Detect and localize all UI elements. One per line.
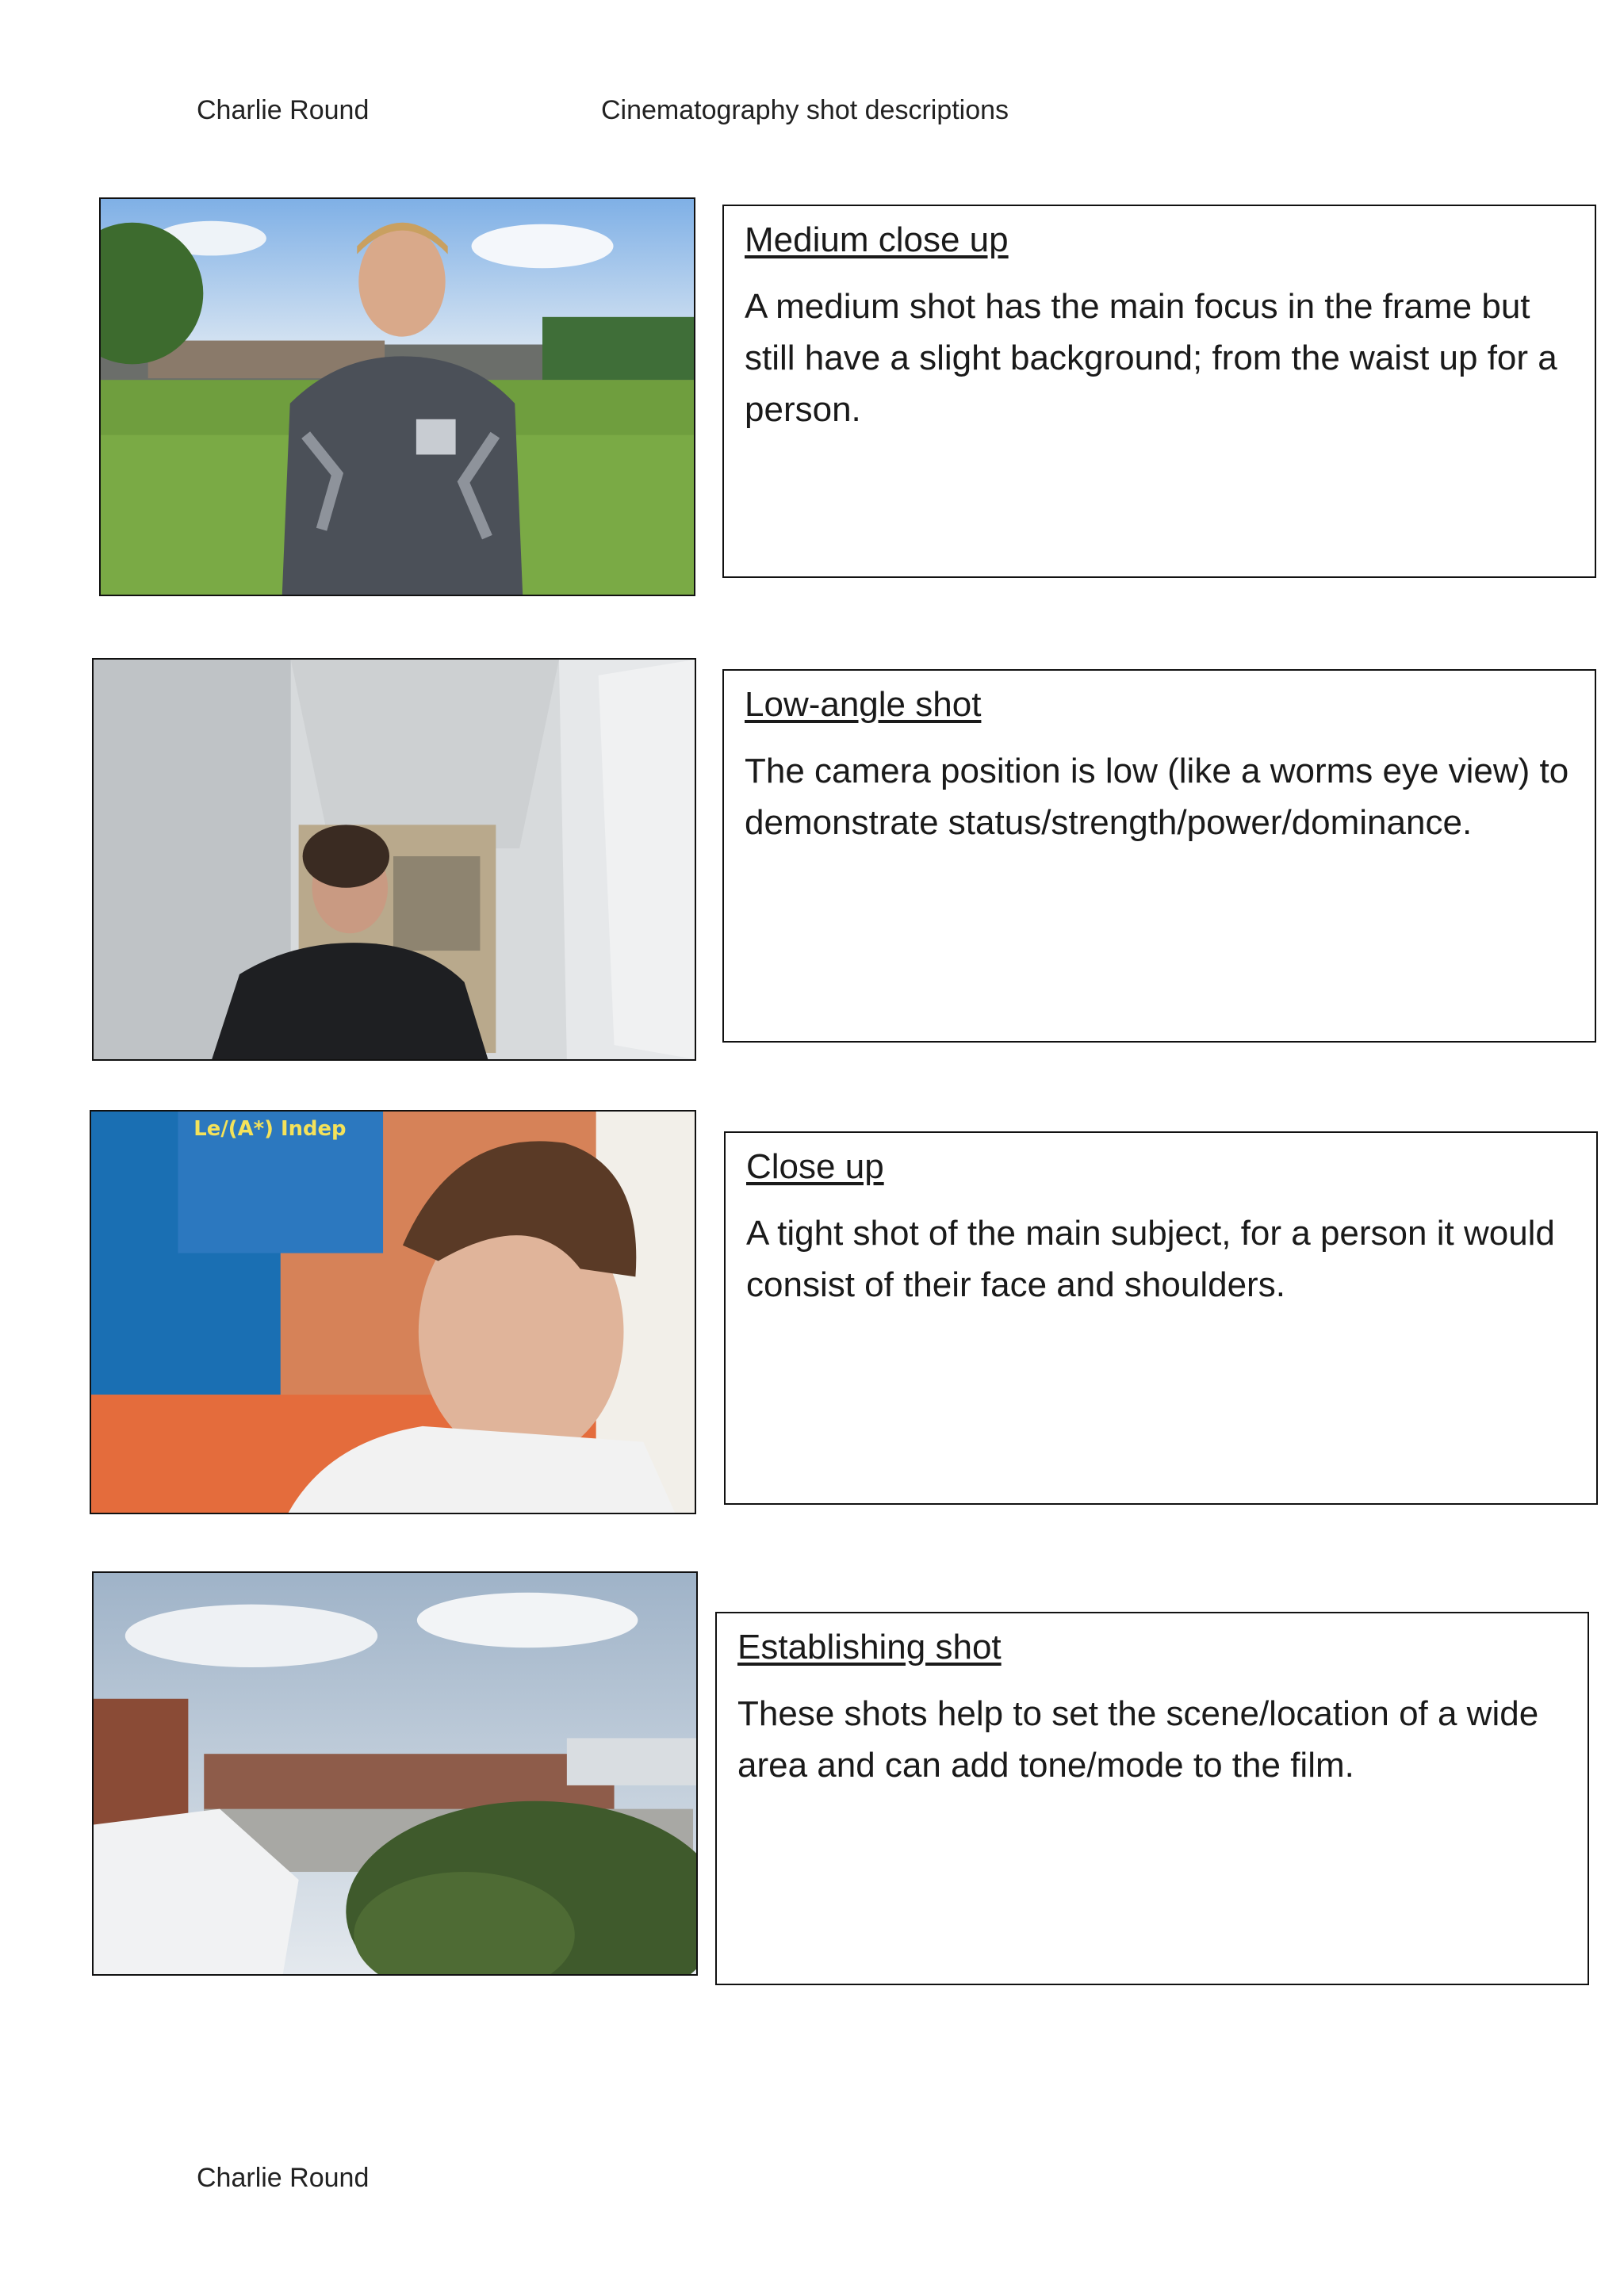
close-up-card — [724, 1131, 1598, 1505]
low-angle-shot-photo — [92, 658, 696, 1061]
shot-title: Medium close up — [745, 220, 1009, 259]
shot-title: Close up — [746, 1147, 884, 1186]
close-up-photo — [90, 1110, 696, 1514]
footer-author: Charlie Round — [197, 2163, 370, 2193]
shot-description: A tight shot of the main subject, for a person it would consist of their face and shoulders. — [746, 1213, 1555, 1304]
establishing-shot-photo — [92, 1571, 698, 1976]
shot-description: The camera position is low (like a worms eye view) to demonstrate status/strength/power/dominance. — [745, 751, 1569, 842]
shot-description: These shots help to set the scene/location of a wide area and can add tone/mode to the film. — [737, 1693, 1539, 1785]
medium-close-up-card — [722, 205, 1596, 578]
shot-title: Establishing shot — [737, 1628, 1002, 1667]
shot-title: Low-angle shot — [745, 685, 982, 724]
low-angle-shot-card — [722, 669, 1596, 1043]
establishing-shot-card — [715, 1612, 1589, 1985]
shot-description: A medium shot has the main focus in the frame but still have a slight background; from the waist up for a person. — [745, 286, 1557, 429]
poster-text: Le/(A*) Indep — [193, 1116, 347, 1141]
header-author: Charlie Round — [197, 95, 370, 125]
medium-close-up-photo — [99, 197, 695, 596]
header-title: Cinematography shot descriptions — [601, 95, 1009, 125]
